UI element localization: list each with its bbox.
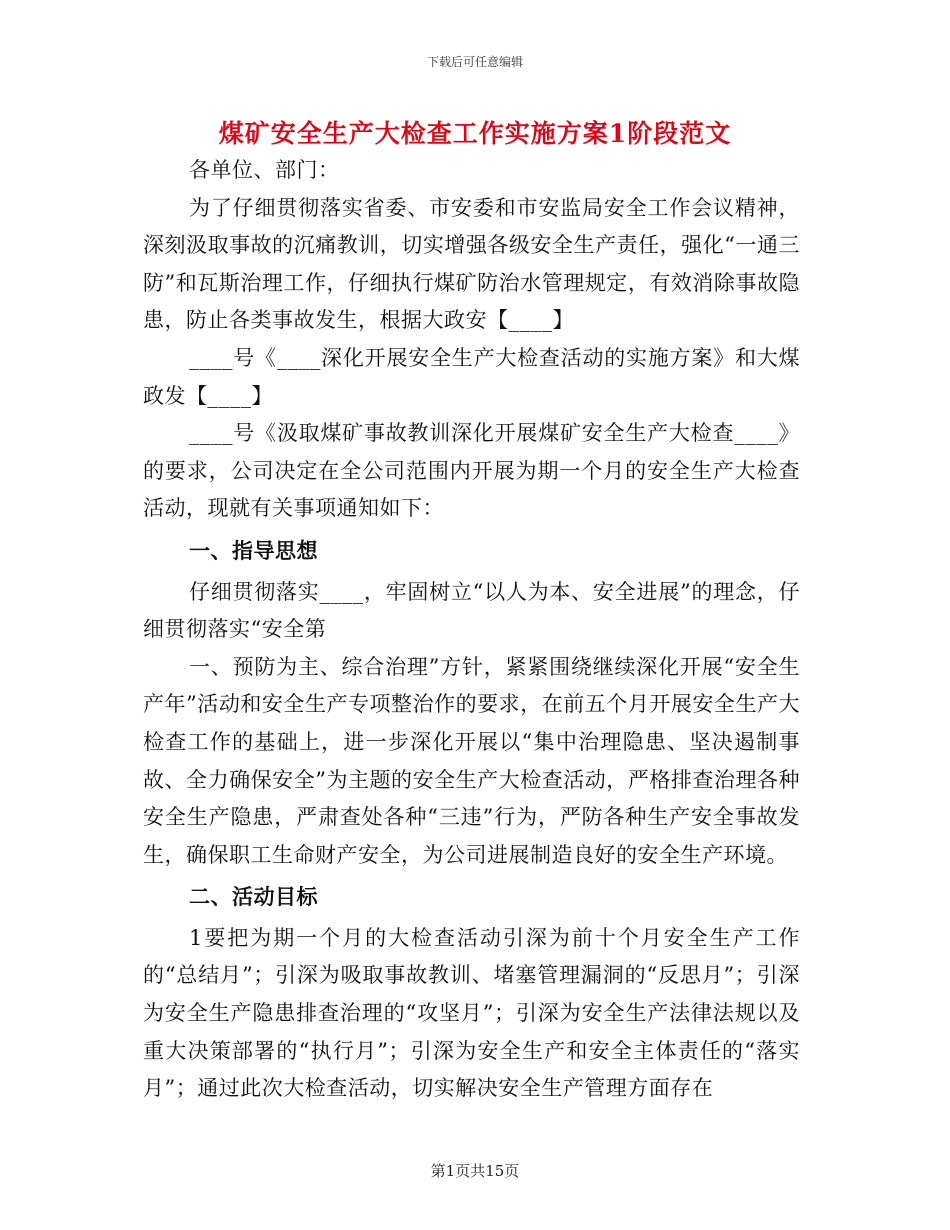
paragraph: 仔细贯彻落实____，牢固树立“以人为本、安全进展”的理念，仔细贯彻落实“安全第: [143, 579, 800, 642]
paragraph: 一、预防为主、综合治理”方针，紧紧围绕继续深化开展“安全生产年”活动和安全生产专项整治作的要求，在前五个月开展安全生产大检查工作的基础上，进一步深化开展以“集中治理隐患、坚决遏制事故、全力确保安全”为主题的安全生产大检查活动，严格排查治理各种安全生产隐患，严肃查处各种“三违”行为，严防各种生产安全事故发生，确保职工生命财产安全，为公司进展制造良好的安全生产环境。: [143, 654, 800, 867]
section-heading: 二、活动目标: [189, 884, 318, 910]
paragraph: ____号《____深化开展安全生产大检查活动的实施方案》和大煤政发【____】: [143, 345, 800, 408]
paragraph: 为了仔细贯彻落实省委、市安委和市安监局安全工作会议精神，深刻汲取事故的沉痛教训，切实增强各级安全生产责任，强化“一通三防”和瓦斯治理工作，仔细执行煤矿防治水管理规定，有效消除事故隐患，防止各类事故发生，根据大政安【____】: [143, 195, 800, 333]
paragraph: 1要把为期一个月的大检查活动引深为前十个月安全生产工作的“总结月”；引深为吸取事故教训、堵塞管理漏洞的“反思月”；引深为安全生产隐患排查治理的“攻坚月”；引深为安全生产法律法规以及重大决策部署的“执行月”；引深为安全生产和安全主体责任的“落实月”；通过此次大检查活动，切实解决安全生产管理方面存在: [143, 925, 800, 1101]
header-note: 下载后可任意编辑: [426, 55, 523, 69]
page-number: 第1页共15页: [430, 1162, 520, 1180]
paragraph: ____号《汲取煤矿事故教训深化开展煤矿安全生产大检查____》的要求，公司决定在全公司范围内开展为期一个月的安全生产大检查活动，现就有关事项通知如下：: [143, 421, 800, 521]
section-heading: 一、指导思想: [189, 537, 318, 563]
document-title: 煤矿安全生产大检查工作实施方案1阶段范文: [218, 119, 732, 148]
document-body: [143, 152, 800, 1108]
salutation: 各单位、部门：: [189, 158, 340, 182]
